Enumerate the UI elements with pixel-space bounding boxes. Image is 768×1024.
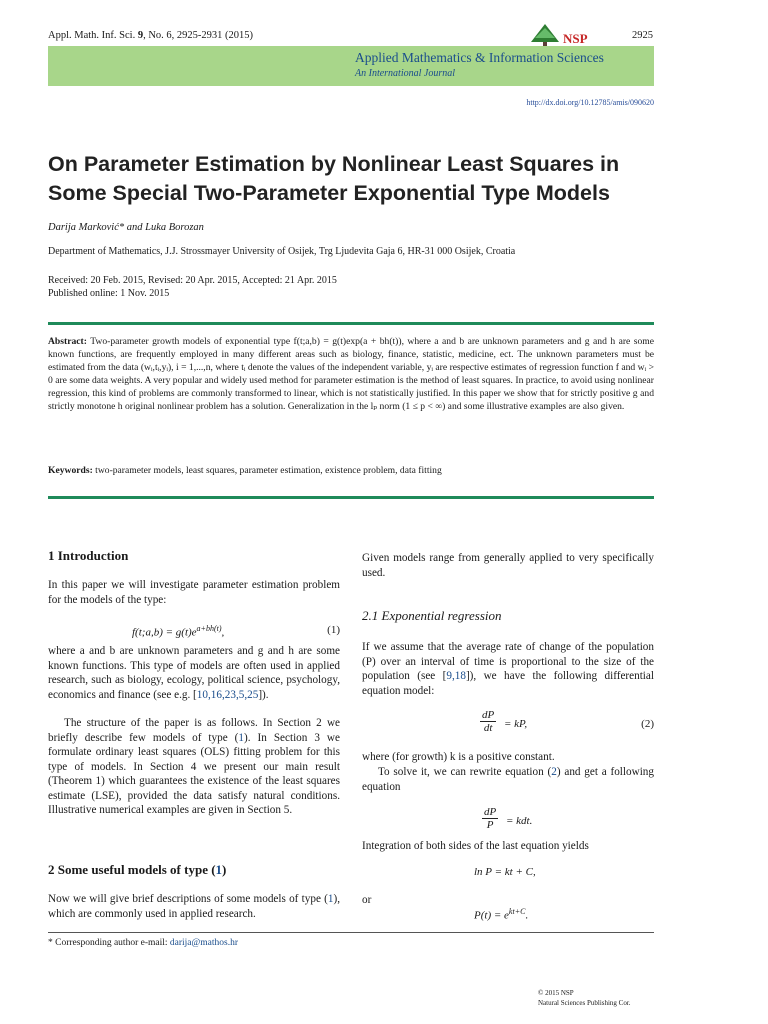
equation-ref-link[interactable]: 2	[551, 766, 557, 778]
equation-2-number: (2)	[641, 718, 654, 730]
page-number: 2925	[632, 30, 653, 41]
models-paragraph: Given models range from generally applied to very specifically used.	[362, 552, 654, 579]
journal-subtitle[interactable]: An International Journal	[355, 68, 455, 79]
article-title: On Parameter Estimation by Nonlinear Least Squares in Some Special Two-Parameter Exponential Type Models	[48, 152, 620, 205]
email-link[interactable]: darija@mathos.hr	[169, 938, 238, 948]
citation: Appl. Math. Inf. Sci. 9, No. 6, 2925-2931 (2015)	[48, 30, 254, 41]
intro-paragraph: In this paper we will investigate parameter estimation problem for the models of the type:	[48, 579, 340, 606]
section-2-heading: 2 Some useful models of type (1)	[48, 862, 227, 877]
equation-ref-link[interactable]: 1	[215, 862, 223, 877]
equation-1-number: (1)	[327, 624, 340, 636]
citation-link[interactable]: 9,18	[446, 670, 466, 682]
exp-regression-paragraph: If we assume that the average rate of change of the population (P) over an interval of time is proportional to the size of the population (see [9,18]), we have the following differential equation model:	[362, 641, 654, 697]
growth-paragraph: where (for growth) k is a positive constant.	[362, 751, 555, 763]
abstract-bottom-rule	[48, 496, 654, 499]
footnote-rule	[48, 932, 654, 933]
integration-paragraph: Integration of both sides of the last equation yields	[362, 840, 589, 852]
section-2-paragraph: Now we will give brief descriptions of some models of type (1), which are commonly used in applied research.	[48, 893, 340, 920]
subsection-2-1-heading: 2.1 Exponential regression	[362, 608, 502, 623]
structure-paragraph: The structure of the paper is as follows. In Section 2 we briefly describe few models of type (1). In Section 3 we formulate ordinary least squares (OLS) fitting problem for this type of models. In Section 4 we present our main result (Theorem 1) which guarantees the existence of the least squares estimate (LSE), provided the data satisfy natural conditions. Illustrative numerical examples are given in Section 5.	[48, 717, 340, 816]
equation-ref-link[interactable]: 1	[238, 731, 244, 744]
journal-title: Applied Mathematics & Information Sciences	[355, 50, 604, 65]
equation-3: $\frac{dP}{P}$ = kdt.	[484, 806, 533, 831]
citation-link[interactable]: 10,16,23,5,25	[196, 688, 259, 701]
doi-link[interactable]: http://dx.doi.org/10.12785/amis/090620	[526, 98, 654, 107]
equation-5: $P(t) = e^{kt+C}$.	[474, 907, 529, 922]
authors: Darija Marković* and Luka Borozan	[48, 222, 204, 233]
keywords: Keywords: two-parameter models, least squares, parameter estimation, existence problem, data fitting	[48, 465, 442, 476]
dates: Received: 20 Feb. 2015, Revised: 20 Apr. 2015, Accepted: 21 Apr. 2015 Published online: 1 Nov. 2015	[48, 275, 337, 299]
footnote: * Corresponding author e-mail: darija@mathos.hr	[48, 938, 238, 948]
or-text: or	[362, 894, 372, 906]
affiliation: Department of Mathematics, J.J. Strossmayer University of Osijek, Trg Ljudevita Gaja 6, HR-31 000 Osijek, Croatia	[48, 246, 516, 257]
abstract-top-rule	[48, 322, 654, 325]
equation-ref-link[interactable]: 1	[327, 893, 334, 905]
copyright: © 2015 NSP Natural Sciences Publishing Cor.	[538, 989, 631, 1007]
equation-4: ln P = kt + C,	[474, 866, 536, 878]
solve-paragraph: To solve it, we can rewrite equation (2) and get a following equation	[362, 766, 654, 793]
abstract: Abstract: Two-parameter growth models of exponential type f(t;a,b) = g(t)exp(a + bh(t)), where a and b are unknown parameters and g and h are some known functions, are frequently employed in many different areas such as biology, finance, statistic, medicine, ect. The unknown parameters must be estimated from the data (wᵢ,tᵢ,yᵢ), i = 1,...,n, where tᵢ denote the values of the independent variable, yᵢ are respective estimates of regression function f and wᵢ > 0 are some data weights. A very popular and widely used method for parameter estimation is the method of least squares. In practice, to avoid using nonlinear regression, this kind of problems are commonly transformed to linear, which is not statistically justified. In this paper we show that for strictly positive g and strictly monotone h original nonlinear problem has a solution. Generalization in the lₚ norm (1 ≤ p < ∞) and some illustrative examples are also given.	[48, 336, 654, 412]
tree-logo-icon	[523, 22, 603, 48]
nsp-logo	[523, 22, 603, 48]
logo-text: NSP	[563, 31, 588, 46]
intro-paragraph-2: where a and b are unknown parameters and g and h are some known functions. This type of models are often used in applied research, such as biology, ecology, political science, psychology, economics and finance (see e.g. [10,16,23,5,25]).	[48, 645, 340, 701]
equation-2: $\frac{dP}{dt}$ = kP, (2)	[482, 709, 654, 734]
section-1-heading: 1 Introduction	[48, 548, 129, 563]
